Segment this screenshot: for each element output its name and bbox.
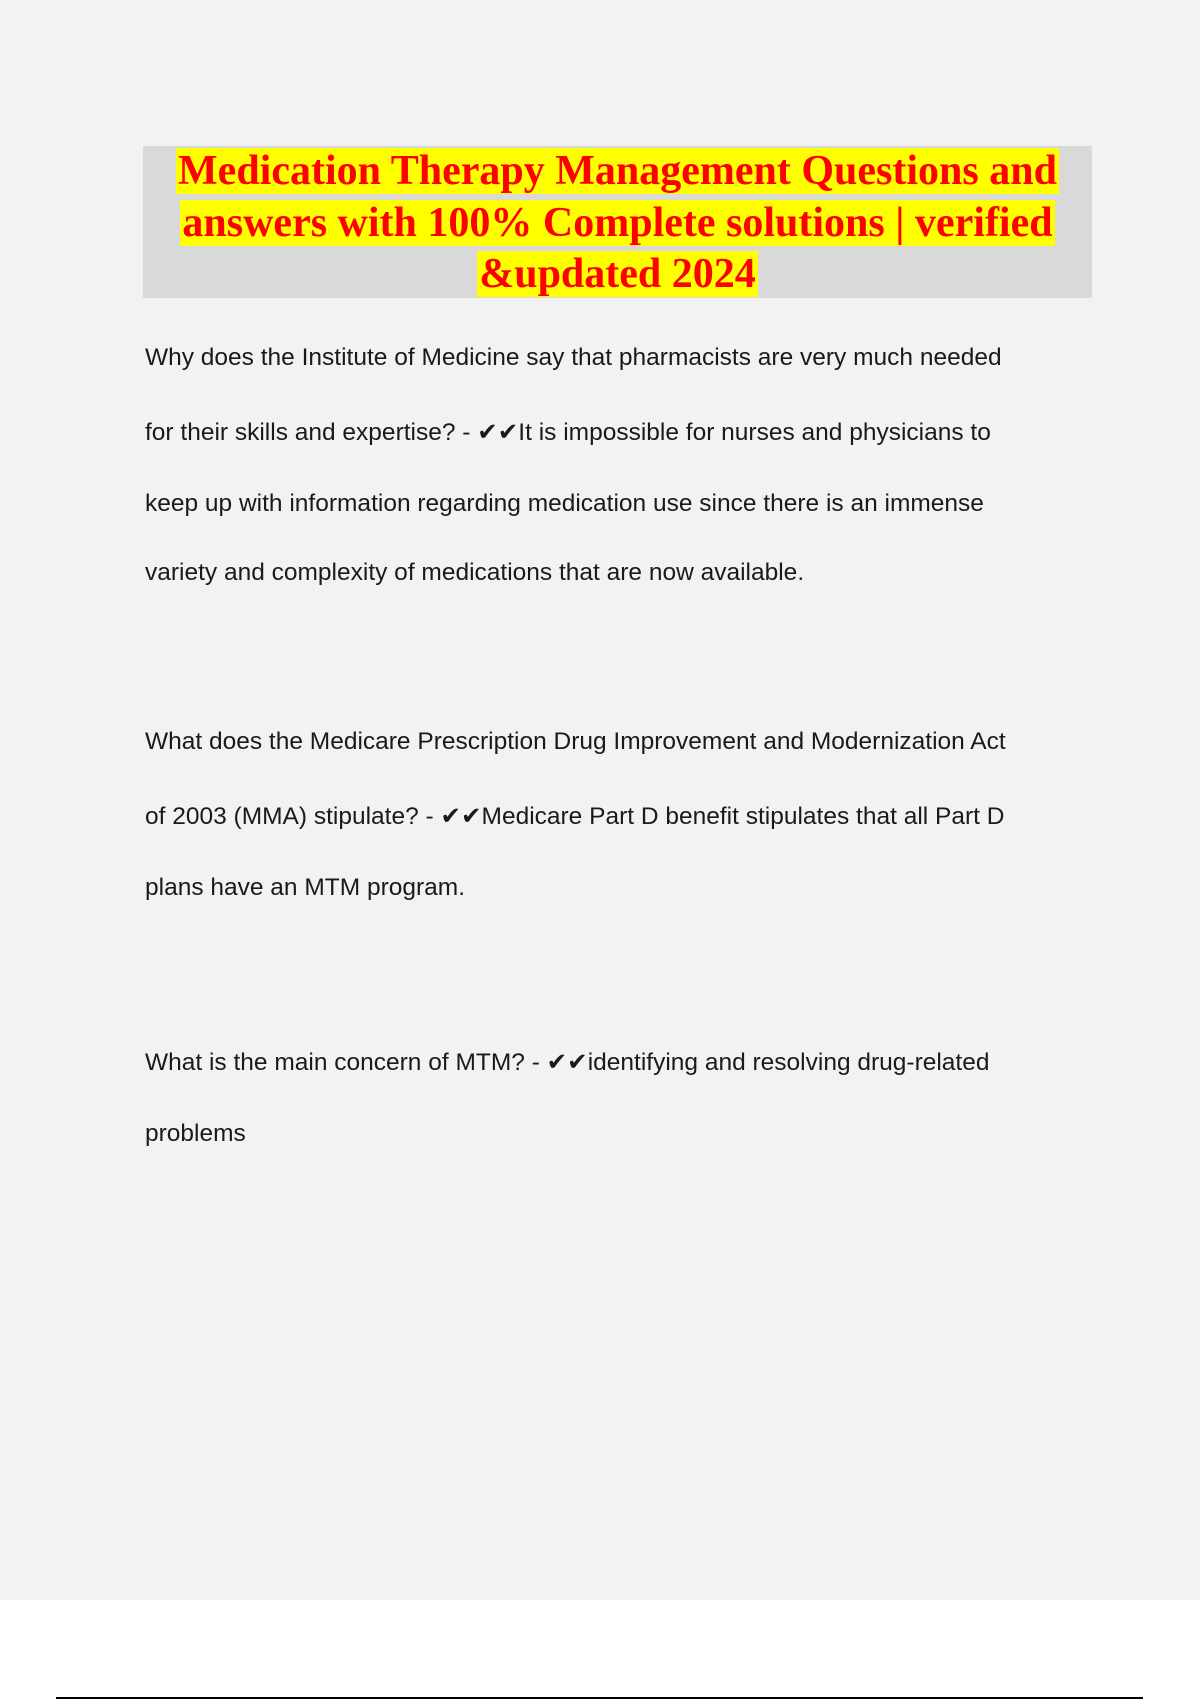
qa-2-line-3: plans have an MTM program.	[145, 874, 465, 901]
footer-divider	[56, 1697, 1143, 1699]
title-line-3: &updated 2024	[479, 251, 756, 297]
document-title	[143, 146, 1092, 301]
title-band	[143, 146, 1092, 298]
qa-1-line-3: keep up with information regarding medication use since there is an immense	[145, 490, 984, 517]
qa-3-line-2: problems	[145, 1120, 246, 1147]
title-line-1: Medication Therapy Management Questions and	[178, 148, 1057, 194]
qa-2-line-2: of 2003 (MMA) stipulate? - ✔✔Medicare Part D benefit stipulates that all Part D	[145, 803, 1005, 830]
qa-1-line-2: for their skills and expertise? - ✔✔It is impossible for nurses and physicians to	[145, 419, 991, 446]
qa-1-line-4: variety and complexity of medications that are now available.	[145, 559, 805, 586]
qa-1-line-1: Why does the Institute of Medicine say that pharmacists are very much needed	[145, 344, 1002, 371]
qa-3-line-1: What is the main concern of MTM? - ✔✔identifying and resolving drug-related	[145, 1049, 990, 1076]
qa-2-line-1: What does the Medicare Prescription Drug Improvement and Modernization Act	[145, 728, 1006, 755]
title-line-2: answers with 100% Complete solutions | verified	[182, 199, 1053, 246]
